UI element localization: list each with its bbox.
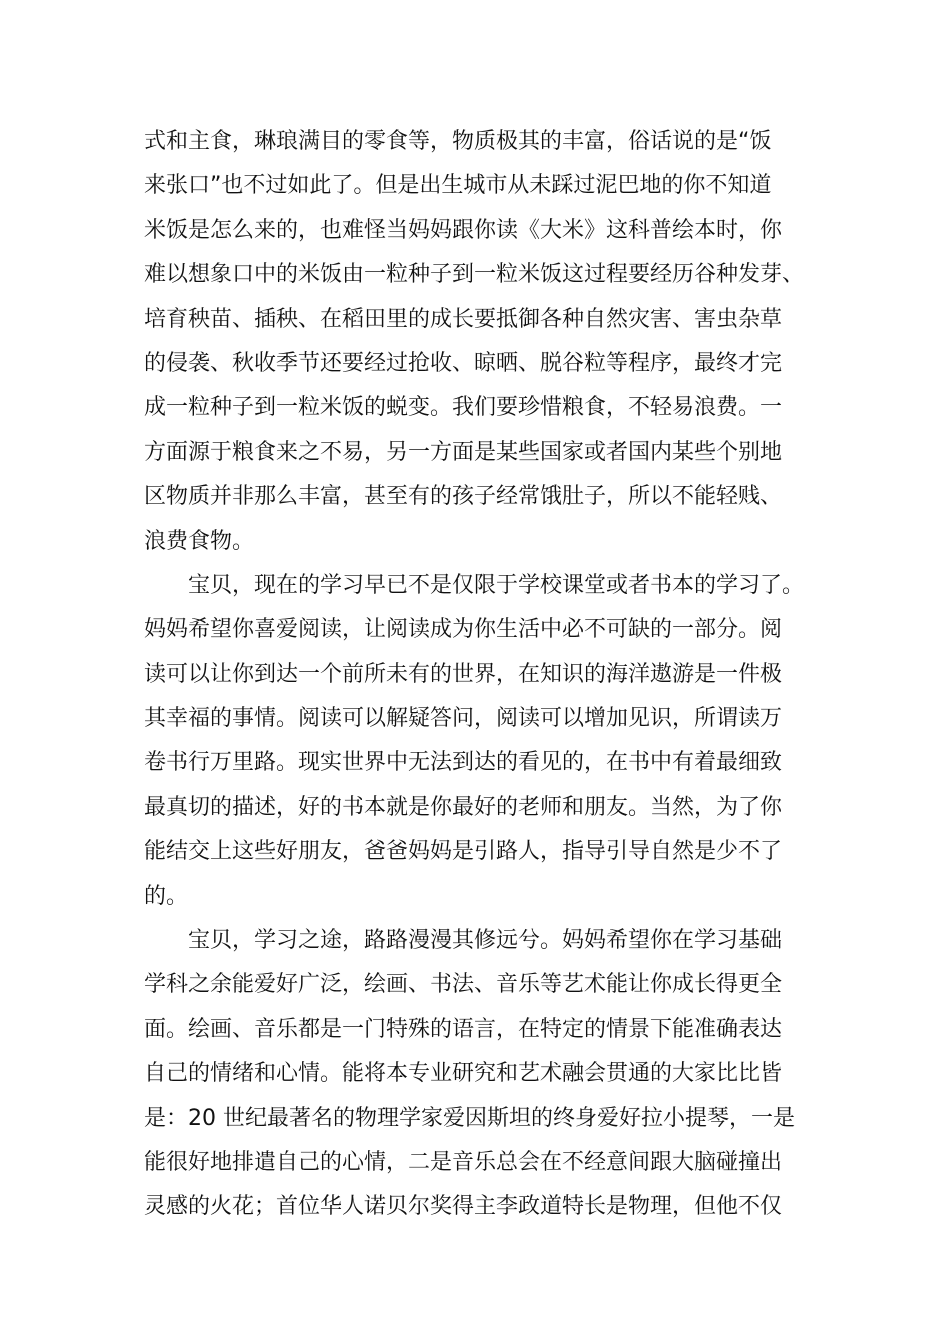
text-line: 学科之余能爱好广泛，绘画、书法、音乐等艺术能让你成长得更全: [144, 972, 783, 998]
text-line: 培育秧苗、插秧、在稻田里的成长要抵御各种自然灾害、害虫杂草: [144, 306, 783, 332]
text-line: 其幸福的事情。阅读可以解疑答问，阅读可以增加见识，所谓读万: [144, 706, 783, 732]
text-line: 能结交上这些好朋友，爸爸妈妈是引路人，指导引导自然是少不了: [144, 839, 783, 865]
text-line: 方面源于粮食来之不易，另一方面是某些国家或者国内某些个别地: [144, 439, 783, 465]
text-line: 读可以让你到达一个前所未有的世界，在知识的海洋遨游是一件极: [144, 661, 783, 687]
text-line: 面。绘画、音乐都是一门特殊的语言，在特定的情景下能准确表达: [144, 1016, 783, 1042]
paragraph-start-line: 宝贝，现在的学习早已不是仅限于学校课堂或者书本的学习了。: [188, 572, 805, 598]
text-line: 区物质并非那么丰富，甚至有的孩子经常饿肚子，所以不能轻贱、: [144, 484, 783, 510]
text-line: 式和主食，琳琅满目的零食等，物质极其的丰富，俗话说的是“饭: [144, 129, 772, 154]
paragraph-start-line: 宝贝，学习之途，路路漫漫其修远兮。妈妈希望你在学习基础: [188, 928, 783, 954]
text-line: 米饭是怎么来的，也难怪当妈妈跟你读《大米》这科普绘本时，你: [144, 217, 783, 243]
text-line: 卷书行万里路。现实世界中无法到达的看见的，在书中有着最细致: [144, 750, 783, 776]
text-line: 难以想象口中的米饭由一粒种子到一粒米饭这过程要经历谷种发芽、: [144, 262, 805, 288]
text-line: 妈妈希望你喜爱阅读，让阅读成为你生活中必不可缺的一部分。阅: [144, 617, 783, 643]
body-text: [144, 120, 812, 1230]
text-line: 能很好地排遣自己的心情，二是音乐总会在不经意间跟大脑碰撞出: [144, 1149, 783, 1175]
text-line: 最真切的描述，好的书本就是你最好的老师和朋友。当然，为了你: [144, 794, 783, 820]
text-line: 的。: [144, 883, 189, 909]
text-line: 是：20 世纪最著名的物理学家爱因斯坦的终身爱好拉小提琴，一是: [144, 1105, 795, 1131]
text-line: 成一粒种子到一粒米饭的蜕变。我们要珍惜粮食，不轻易浪费。一: [144, 395, 783, 421]
text-line: 自己的情绪和心情。能将本专业研究和艺术融会贯通的大家比比皆: [144, 1061, 783, 1087]
text-line: 灵感的火花；首位华人诺贝尔奖得主李政道特长是物理，但他不仅: [144, 1194, 783, 1220]
text-line: 浪费食物。: [144, 528, 255, 554]
text-line: 的侵袭、秋收季节还要经过抢收、晾晒、脱谷粒等程序，最终才完: [144, 350, 783, 376]
text-line: 来张口”也不过如此了。但是出生城市从未踩过泥巴地的你不知道: [144, 173, 772, 199]
